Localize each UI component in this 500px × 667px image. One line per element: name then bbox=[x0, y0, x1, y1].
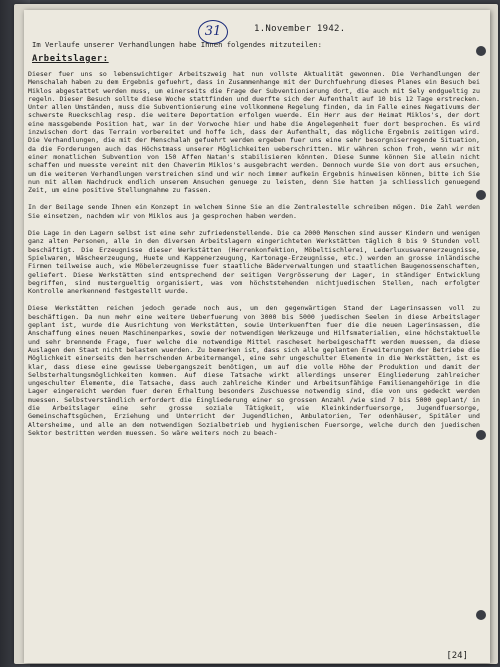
paragraph: Diese Werkstätten reichen jedoch gerade noch aus, um den gegenwärtigen Stand der Lagerinsassen voll zu beschäftigen. Da nun mehr eine weitere Ueberfuerung von 3000 bis 5000 juedischen Seelen in diese Arbeitslager geplant ist, wurde die Ausrichtung von Werkstätten, sowie Unterkuenften fuer die die neuen Lagerinsassen, die Anschaffung eines neuen Maschinenparkes, sowie der notwendigen Werkzeuge und Hilfsmaterialien, eine höchstaktuelle und sehr brennende Frage, fuer welche die notwendige Mittel rascheset herbeigeschafft werden muessen, da diese Auslagen den Staat nicht belasten wuerden. Zu bemerken ist, dass sich alle geplanten Erweiterungen der Betriebe die Möglichkeit einerseits den herrschenden Arbeitermangel, eine sehr ungeschulter Elemente in die Werkstätten, ist es klar, dass diese eine gewisse Uebergangszeit benötigen, um auf die volle Höhe der Produktion und damit der Selbsterhaltungsmöglichkeiten kommen. Auf diese Tatsache wirkt allerdings unserer Eingliederung zahlreicher ungeschulter Elemente, die Tatsache, dass auch zahlreiche Kinder und Arbeitsunfähige Familienangehörige in die Lager eingereicht werden fuer deren Erhaltung besonders Zuschuesse notwendig sind, die von uns gedeckt werden muessen. Selbstverständlich erfordert die Eingliederung einer so grossen Anzahl /wie sind 7 bis 5000 geplant/ in die Arbeitslager eine sehr grosse soziale Tätigkeit, wie Kleinkinderfuersorge, Jugendfuersorge, Gemeinschaftsgüchen, Erziehung und Unterricht der Jugendlichen, Ambulatorien, Ter odenhäuser, Spitäler und Altersheime, und alle an dem notwendigen Sozialbetrieb und hygienischen Fuersorge, welche durch den juedischen Sektor bestritten werden muessen. So wäre weiters noch zu beach- bbox=[28, 304, 480, 437]
paragraph: Dieser fuer uns so lebenswichtiger Arbeitszweig hat nun vollste Aktualität gewonnen. Die Verhandlungen der Menschalah haben zu dem Ergebnis gefuehrt, dass in Zusammenhange mit der Durchfuehrung dieses Planes ein Besuch bei Miklos abgestattet werden muss, um einerseits die Frage der Subventionierung dort, die auch mit Sely endgueltig zu regeln. Dieser Besuch sollte diese Woche stattfinden und duerfte sich der Aufenthalt auf 10 bis 12 Tage erstrecken. Unter allen Umständen, muss die Subventionierung eine vollkommene Regelung finden, da im Falle eines Negativums der schwerste Rueckschlag resp. die weitere Deportation erfolgen wuerde. Ein Herr aus der Heimat Miklos's, der dort eine massgebende Position hat, war in der Vorwoche hier und habe die Angelegenheit fuer dort besprochen. Es wird inzwischen dort das Terrain vorbereitet und hoffe ich, dass der Aufenthalt, das mögliche Ergebnis zeitigen wird. Die Verhandlungen, die mit der Menschalah gefuehrt werden ergeben fuer uns eine sehr besorgniserregende Situation, da die Forderungen auch das Höchstmass unserer Möglichkeiten ueberschritten. Wir währen schon froh, wenn wir mit einer monatlichen Subvention von 150 Affen Natan's stabilisieren könnten. Diese Summe können Sie allein nicht schaffen und muesste vereint mit den Chaverim Miklos's ausgebracht werden. Dennoch wurde Sie von dort aus ersuchen, um die weiteren Verhandlungen verstreichen sind und wir noch immer aufkein Ergebnis hinweisen können, bitte ich Sie nun mit allem Nachdruck endlich unserem Ansuchen genuege zu leisten, denn Sie hatten ja schliesslich genuegend Zeit, um eine positive Stellungnahme zu fassen. bbox=[28, 70, 480, 195]
archive-page-mark: [24] bbox=[446, 651, 468, 661]
section-heading: Arbeitslager: bbox=[32, 54, 109, 64]
handwritten-page-number: 31 bbox=[198, 20, 228, 44]
binder-hole bbox=[476, 46, 486, 56]
body-text bbox=[28, 70, 480, 446]
document-page bbox=[24, 10, 490, 663]
paragraph: In der Beilage sende Ihnen ein Konzept in welchem Sinne Sie an die Zentralestelle schreiben mögen. Die Zahl werden Sie einsetzen, nachdem wir von Miklos aus ja gesprochen haben werden. bbox=[28, 203, 480, 220]
paragraph: Die Lage in den Lagern selbst ist eine sehr zufriedenstellende. Die ca 2000 Menschen sind ausser Kindern und wenigen ganz alten Personen, alle in den diversen Arbeitslagern eingerichteten Werkstätten täglich 8 bis 9 Stunden voll beschäftigt. Die Erzeugnisse dieser Werkstätten (Herrenkonfektion, Möbeltischlerei, Lederluxuswarenerzeugnisse, Spielwaren, Wäscheerzeugung, Huete und Kappenerzeugung, Kartonage-Erzeugnisse, etc.) werden an grosse inländische Firmen teilweise auch, wie Möbelerzeugnisse fuer staatliche Bäderverwaltungen und staatlichen Baugenossenschaften, geliefert. Diese Werkstätten sind entsprechend der seitigen Vergrösserung der Lager, in ständiger Entwicklung begriffen, sind mustergueltig organisiert, was vom höchststehenden nichtjuedischen Stellen, nach erfolgter Kontrolle anerkennend festgestellt wurde. bbox=[28, 229, 480, 296]
binder-hole bbox=[476, 610, 486, 620]
document-date: 1.November 1942. bbox=[254, 24, 346, 34]
intro-line: Im Verlaufe unserer Verhandlungen habe Ihnen folgendes mitzuteilen: bbox=[32, 40, 322, 49]
